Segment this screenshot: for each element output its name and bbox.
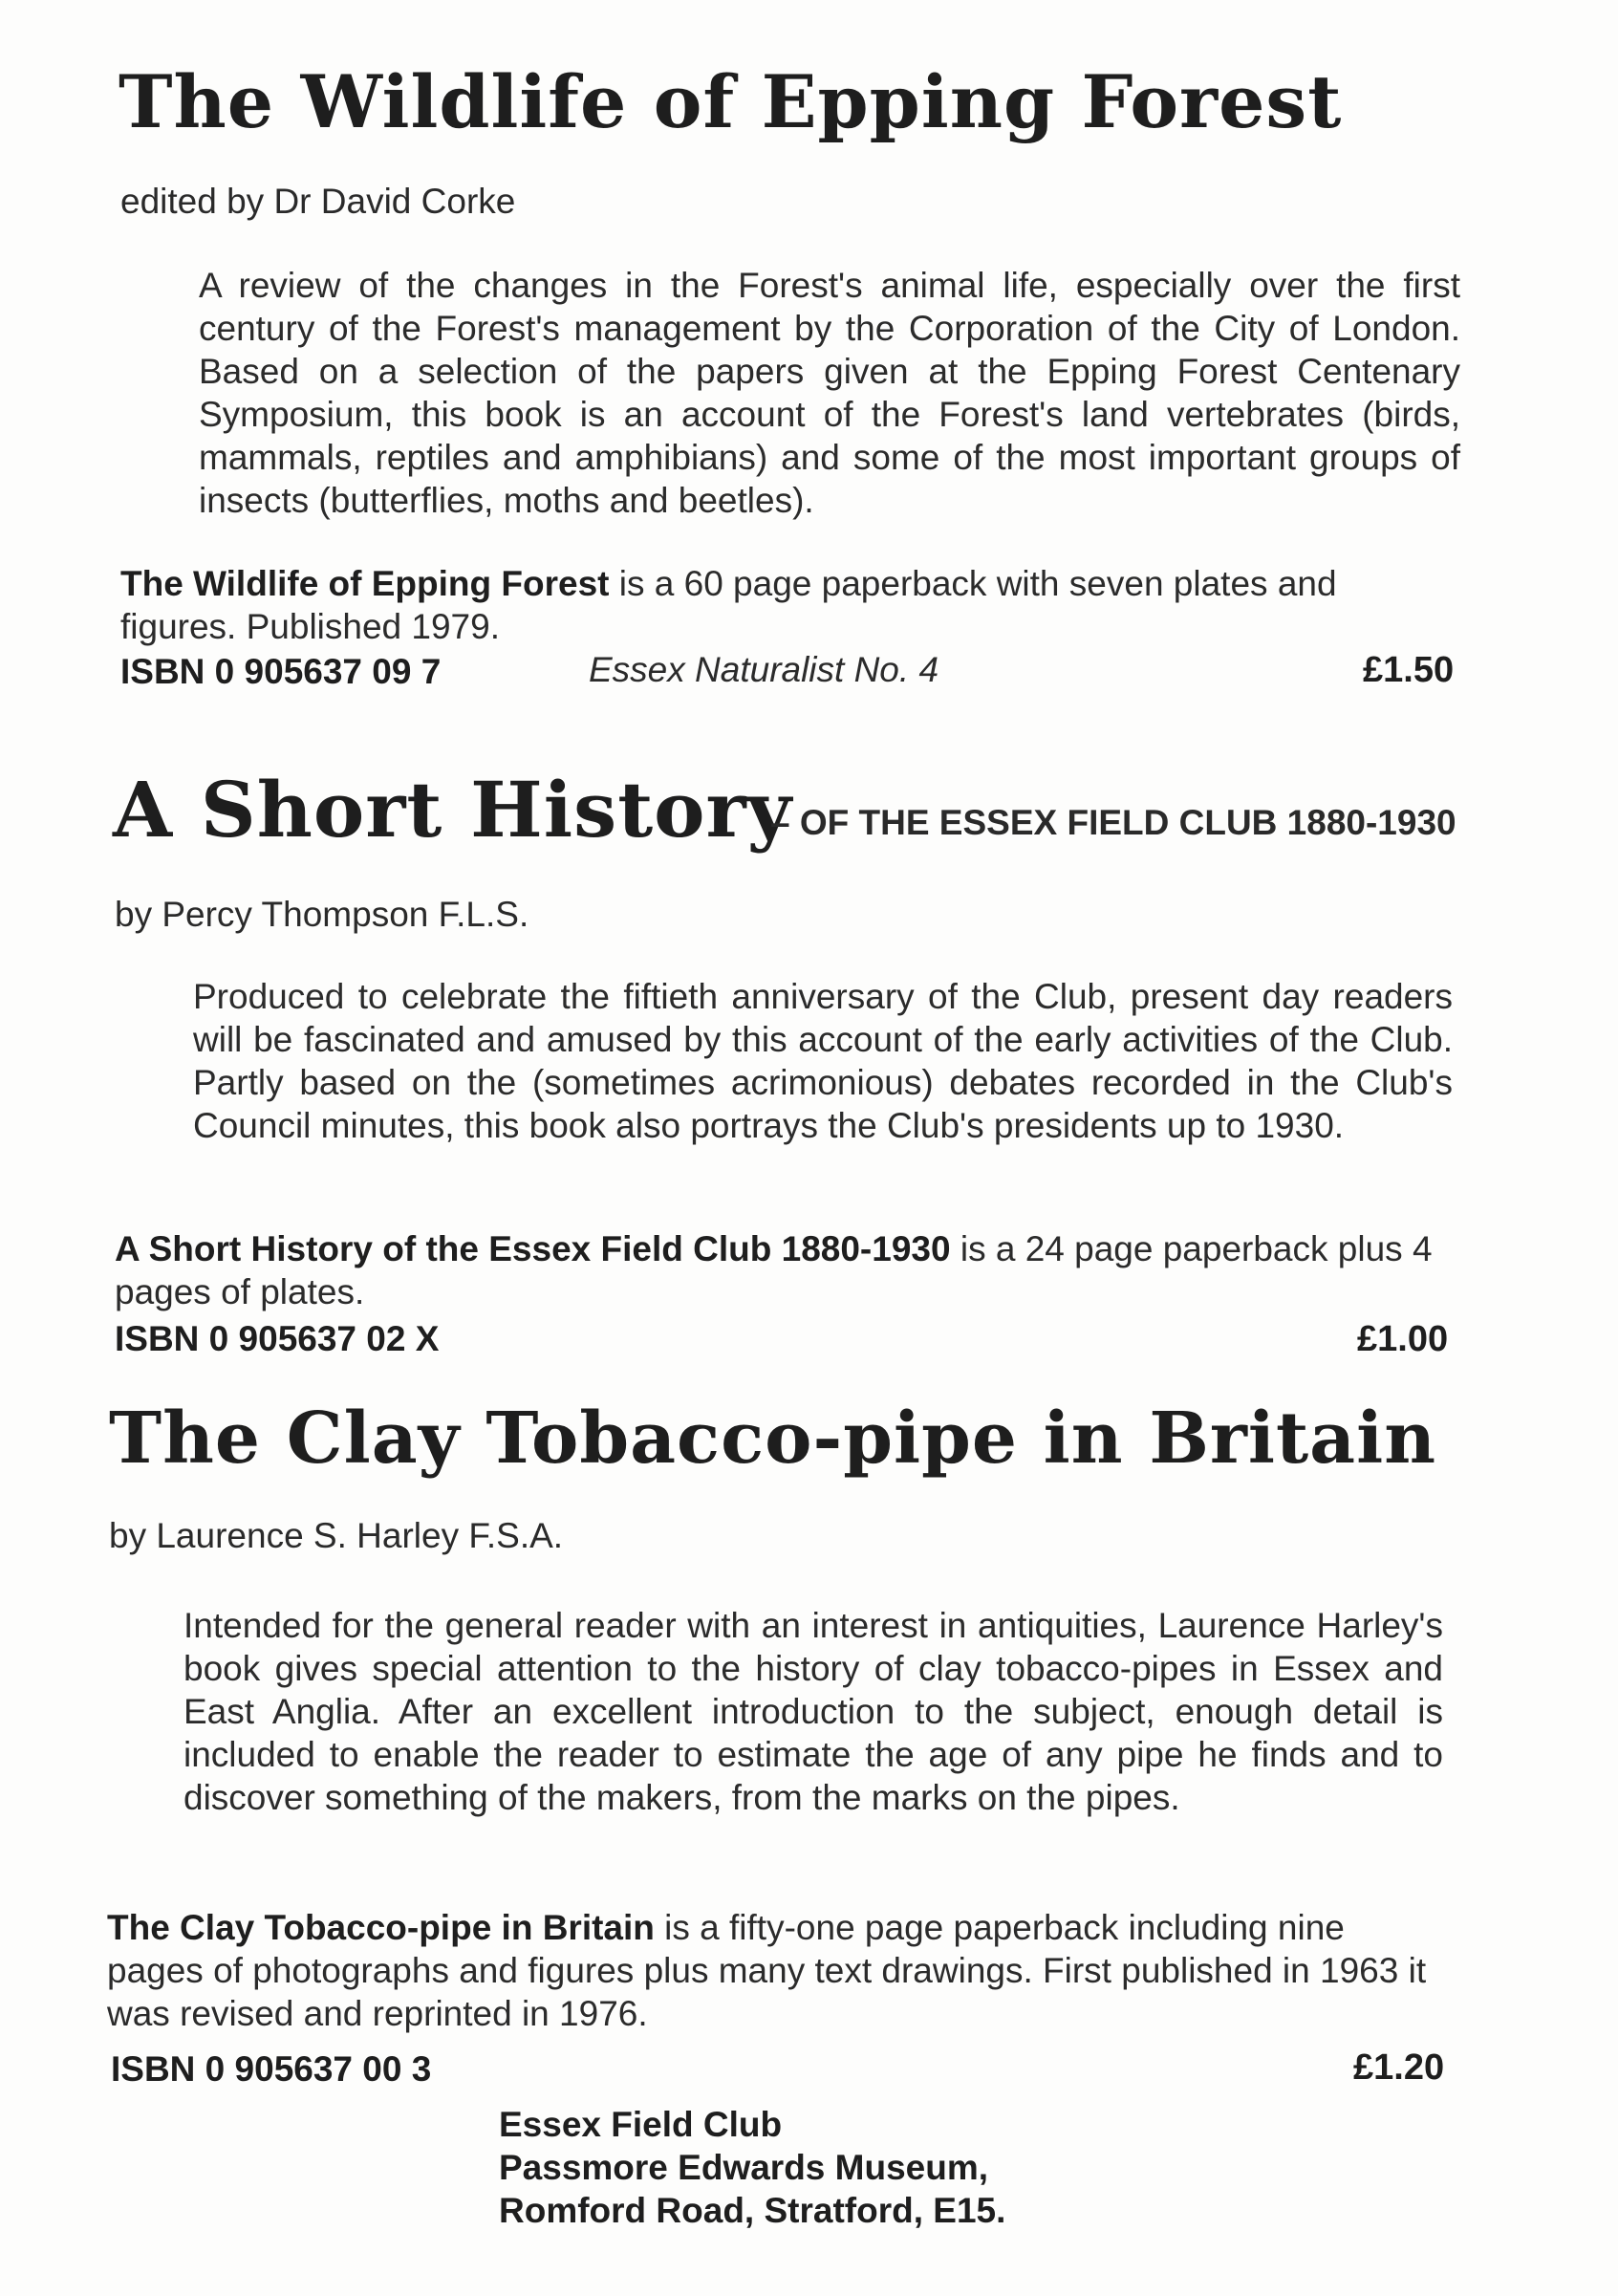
book-isbn: ISBN 0 905637 09 7 bbox=[120, 652, 442, 691]
book-description: Produced to celebrate the fiftieth anniversary of the Club, present day readers will be fascinated and amused by this account of the early activities of the Club. Partly based on the (sometimes acrimonious) debates recorded in the Club's Council minutes, this book also portrays the Club's presidents up to 1930. bbox=[193, 977, 1453, 1145]
book-byline: edited by Dr David Corke bbox=[120, 182, 516, 221]
book-description: Intended for the general reader with an interest in antiquities, Laurence Harley's book gives special attention to the history of clay tobacco-pipes in Essex and East Anglia. After an excellent introduction to the subject, enough detail is included to enable the reader to estimate the age of any pipe he finds and to discover something of the makers, from the marks on the pipes. bbox=[183, 1606, 1443, 1817]
book-summary bbox=[107, 1906, 1445, 2035]
book-summary bbox=[120, 562, 1458, 648]
address-line: Essex Field Club bbox=[499, 2105, 783, 2144]
book-isbn: ISBN 0 905637 02 X bbox=[115, 1319, 440, 1358]
address-line: Romford Road, Stratford, E15. bbox=[499, 2191, 1006, 2230]
book-price: £1.00 bbox=[1357, 1319, 1449, 1359]
book-summary-title: The Wildlife of Epping Forest bbox=[120, 564, 610, 603]
book-summary-title: The Clay Tobacco-pipe in Britain bbox=[107, 1908, 655, 1947]
book-price: £1.50 bbox=[1363, 650, 1455, 690]
book-summary-text: is a 60 page paperback with seven plates and figures. Published 1979. bbox=[120, 564, 1337, 646]
address-line: Passmore Edwards Museum, bbox=[499, 2148, 989, 2187]
book-byline: by Percy Thompson F.L.S. bbox=[115, 895, 529, 934]
book-title: The Clay Tobacco-pipe in Britain bbox=[109, 1397, 1437, 1480]
book-summary-text: is a 24 page paperback plus 4 pages of plates. bbox=[115, 1229, 1433, 1311]
book-description: A review of the changes in the Forest's animal life, especially over the first century of the Forest's management by the Corporation of the City of London. Based on a selection of the papers given at the Epping Forest Centenary Symposium, this book is an account of the Forest's land vertebrates (birds, mammals, reptiles and amphibians) and some of the most important groups of insects (butterflies, moths and beetles). bbox=[199, 266, 1460, 520]
book-isbn: ISBN 0 905637 00 3 bbox=[111, 2049, 432, 2089]
book-summary-title: A Short History of the Essex Field Club 1880-1930 bbox=[115, 1229, 951, 1268]
book-title: A Short History bbox=[113, 765, 793, 855]
book-summary-text: is a fifty-one page paperback including nine pages of photographs and figures plus many text drawings. First published in 1963 it was revised and reprinted in 1976. bbox=[107, 1908, 1427, 2033]
book-title-suffix: – OF THE ESSEX FIELD CLUB 1880-1930 bbox=[770, 803, 1456, 842]
publisher-address bbox=[499, 2103, 1005, 2232]
book-series: Essex Naturalist No. 4 bbox=[589, 650, 939, 689]
book-summary bbox=[115, 1227, 1462, 1313]
book-title: The Wildlife of Epping Forest bbox=[119, 59, 1343, 144]
book-byline: by Laurence S. Harley F.S.A. bbox=[109, 1516, 564, 1555]
book-price: £1.20 bbox=[1353, 2047, 1445, 2088]
